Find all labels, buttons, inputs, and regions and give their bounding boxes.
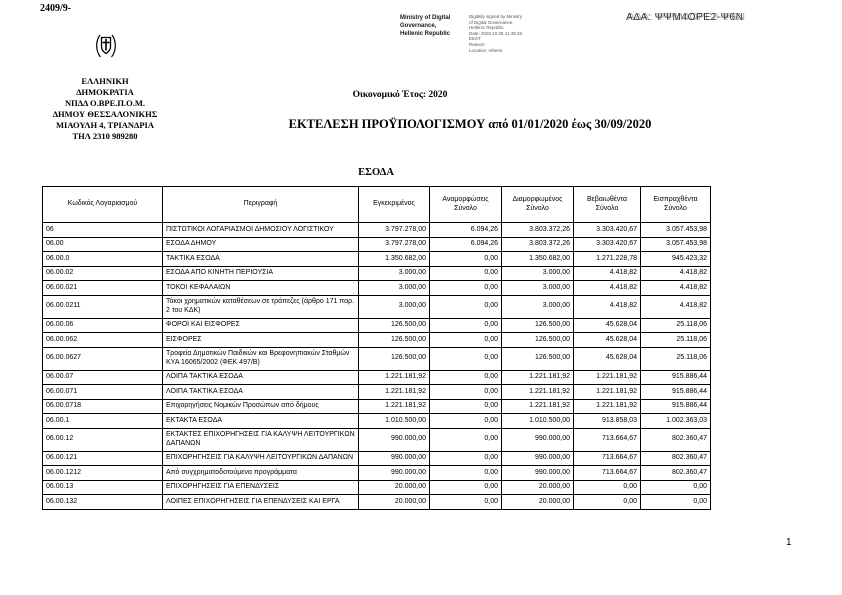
cell-approved: 3.000,00 — [359, 266, 430, 281]
cell-account-code: 06.00.06 — [43, 318, 163, 333]
signature-details — [469, 14, 547, 53]
column-header-description: Περιγραφή — [163, 187, 359, 223]
budget-table-header — [43, 187, 711, 223]
table-row — [43, 333, 711, 348]
cell-account-code: 06.00.021 — [43, 281, 163, 296]
cell-amendments: 0,00 — [430, 480, 502, 495]
cell-description: ΛΟΙΠΑ ΤΑΚΤΙΚΑ ΕΣΟΔΑ — [163, 385, 359, 400]
cell-certified: 713.664,67 — [574, 428, 641, 451]
table-row — [43, 295, 711, 318]
cell-certified: 0,00 — [574, 480, 641, 495]
cell-account-code: 06.00.02 — [43, 266, 163, 281]
cell-amendments: 0,00 — [430, 318, 502, 333]
column-header-approved: Εγκεκριμένος — [359, 187, 430, 223]
column-header-certified: Βεβαιωθέντα Σύνολο — [574, 187, 641, 223]
signature-ministry-line: Ministry of Digital — [400, 15, 451, 21]
cell-approved: 1.350.682,00 — [359, 252, 430, 267]
cell-approved: 126.500,00 — [359, 318, 430, 333]
ada-code: ΑΔΑ: ΨΨΜ4ΟΡΕ2-Ψ6Ν — [626, 12, 744, 23]
cell-formed: 3.803.372,26 — [502, 223, 574, 238]
budget-execution-table — [42, 186, 711, 510]
signature-detail-line: EEST — [469, 36, 481, 42]
cell-certified: 1.221.181,92 — [574, 385, 641, 400]
cell-certified: 45.628,04 — [574, 347, 641, 370]
signature-detail-line: Reason: — [469, 41, 486, 47]
cell-description: ΤΟΚΟΙ ΚΕΦΑΛΑΙΩΝ — [163, 281, 359, 296]
cell-amendments: 0,00 — [430, 428, 502, 451]
table-row — [43, 281, 711, 296]
cell-account-code: 06 — [43, 223, 163, 238]
table-row — [43, 428, 711, 451]
cell-formed: 1.350.682,00 — [502, 252, 574, 267]
signature-detail-line: Hellenic Republic — [469, 25, 504, 31]
cell-collected: 915.886,44 — [641, 399, 711, 414]
cell-account-code: 06.00.0718 — [43, 399, 163, 414]
cell-description: ΕΣΟΔΑ ΔΗΜΟΥ — [163, 237, 359, 252]
cell-formed: 1.010.500,00 — [502, 414, 574, 429]
cell-collected: 25.118,06 — [641, 347, 711, 370]
table-row — [43, 385, 711, 400]
cell-description: ΕΠΙΧΟΡΗΓΗΣΕΙΣ ΓΙΑ ΕΠΕΝΔΥΣΕΙΣ — [163, 480, 359, 495]
cell-approved: 3.000,00 — [359, 295, 430, 318]
cell-collected: 3.057.453,98 — [641, 223, 711, 238]
table-row — [43, 399, 711, 414]
cell-certified: 4.418,82 — [574, 266, 641, 281]
page-number: 1 — [786, 537, 792, 548]
cell-certified: 4.418,82 — [574, 295, 641, 318]
cell-account-code: 06.00.132 — [43, 495, 163, 510]
signature-ministry-line: Hellenic Republic — [400, 31, 451, 37]
cell-description: ΕΙΣΦΟΡΕΣ — [163, 333, 359, 348]
cell-description: Τόκοι χρηματικών καταθέσεων σε τράπεζες (άρθρο 171 παρ. 2 του ΚΔΚ) — [163, 295, 359, 318]
cell-approved: 1.221.181,92 — [359, 399, 430, 414]
signature-detail-line: Digitally signed by Ministry — [469, 14, 523, 19]
cell-account-code: 06.00.121 — [43, 451, 163, 466]
cell-account-code: 06.00.062 — [43, 333, 163, 348]
table-row — [43, 347, 711, 370]
cell-approved: 990.000,00 — [359, 451, 430, 466]
signature-ministry — [400, 14, 464, 53]
cell-account-code: 06.00.12 — [43, 428, 163, 451]
cell-certified: 4.418,82 — [574, 281, 641, 296]
cell-formed: 126.500,00 — [502, 347, 574, 370]
cell-approved: 990.000,00 — [359, 428, 430, 451]
cell-amendments: 0,00 — [430, 466, 502, 481]
cell-description: ΛΟΙΠΕΣ ΕΠΙΧΟΡΗΓΗΣΕΙΣ ΓΙΑ ΕΠΕΝΔΥΣΕΙΣ ΚΑΙ ΕΡΓΑ — [163, 495, 359, 510]
cell-formed: 1.221.181,92 — [502, 370, 574, 385]
cell-formed: 3.000,00 — [502, 295, 574, 318]
cell-formed: 3.000,00 — [502, 281, 574, 296]
cell-amendments: 0,00 — [430, 252, 502, 267]
cell-account-code: 06.00.1 — [43, 414, 163, 429]
cell-approved: 1.010.500,00 — [359, 414, 430, 429]
cell-description: Επιχορηγήσεις Νομικών Προσώπων από δήμους — [163, 399, 359, 414]
table-row — [43, 370, 711, 385]
cell-formed: 3.803.372,26 — [502, 237, 574, 252]
table-row — [43, 495, 711, 510]
org-line: ΔΗΜΟΚΡΑΤΙΑ — [76, 87, 134, 97]
org-line: ΤΗΛ 2310 989280 — [72, 131, 138, 141]
cell-account-code: 06.00.0627 — [43, 347, 163, 370]
signature-ministry-line: Governance, — [400, 23, 437, 29]
cell-collected: 25.118,06 — [641, 333, 711, 348]
cell-collected: 1.002.363,03 — [641, 414, 711, 429]
table-row — [43, 237, 711, 252]
cell-amendments: 0,00 — [430, 347, 502, 370]
cell-certified: 1.271.228,78 — [574, 252, 641, 267]
org-line: ΔΗΜΟΥ ΘΕΣΣΑΛΟΝΙΚΗΣ — [52, 109, 158, 119]
cell-description: ΦΟΡΟΙ ΚΑΙ ΕΙΣΦΟΡΕΣ — [163, 318, 359, 333]
org-line: ΝΠΔΔ Ο.ΒΡΕ.Π.Ο.Μ. — [64, 98, 146, 108]
cell-account-code: 06.00.0 — [43, 252, 163, 267]
cell-amendments: 0,00 — [430, 414, 502, 429]
cell-collected: 0,00 — [641, 480, 711, 495]
table-row — [43, 414, 711, 429]
cell-formed: 1.221.181,92 — [502, 399, 574, 414]
table-row — [43, 480, 711, 495]
cell-approved: 20.000,00 — [359, 495, 430, 510]
signature-detail-line: Date: 2020.10.05 11:48:33 — [469, 30, 522, 36]
protocol-number-stamp: 2409/9- — [40, 3, 72, 14]
section-title-revenues: ΕΣΟΔΑ — [358, 167, 394, 178]
cell-formed: 3.000,00 — [502, 266, 574, 281]
cell-formed: 990.000,00 — [502, 466, 574, 481]
cell-account-code: 06.00.0211 — [43, 295, 163, 318]
cell-amendments: 0,00 — [430, 399, 502, 414]
cell-collected: 0,00 — [641, 495, 711, 510]
table-row — [43, 266, 711, 281]
cell-formed: 20.000,00 — [502, 495, 574, 510]
cell-collected: 945.423,32 — [641, 252, 711, 267]
cell-approved: 126.500,00 — [359, 347, 430, 370]
table-row — [43, 466, 711, 481]
document-title: ΕΚΤΕΛΕΣΗ ΠΡΟΫΠΟΛΟΓΙΣΜΟΥ από 01/01/2020 έως 30/09/2020 — [288, 117, 652, 131]
cell-amendments: 6.094,26 — [430, 237, 502, 252]
cell-approved: 3.797.278,00 — [359, 223, 430, 238]
column-header-collected: Εισπραχθέντα Σύνολο — [641, 187, 711, 223]
cell-certified: 713.664,67 — [574, 466, 641, 481]
cell-collected: 802.360,47 — [641, 428, 711, 451]
cell-certified: 1.221.181,92 — [574, 370, 641, 385]
cell-account-code: 06.00 — [43, 237, 163, 252]
cell-amendments: 0,00 — [430, 495, 502, 510]
table-row — [43, 223, 711, 238]
cell-approved: 990.000,00 — [359, 466, 430, 481]
table-row — [43, 318, 711, 333]
cell-amendments: 0,00 — [430, 266, 502, 281]
cell-formed: 1.221.181,92 — [502, 385, 574, 400]
signature-detail-line: of Digital Governance, — [469, 19, 514, 25]
cell-account-code: 06.00.071 — [43, 385, 163, 400]
cell-collected: 802.360,47 — [641, 466, 711, 481]
column-header-amendments: Αναμορφώσεις Σύνολο — [430, 187, 502, 223]
cell-description: ΕΠΙΧΟΡΗΓΗΣΕΙΣ ΓΙΑ ΚΑΛΥΨΗ ΛΕΙΤΟΥΡΓΙΚΩΝ ΔΑΠΑΝΩΝ — [163, 451, 359, 466]
cell-account-code: 06.00.07 — [43, 370, 163, 385]
cell-amendments: 0,00 — [430, 295, 502, 318]
cell-approved: 20.000,00 — [359, 480, 430, 495]
cell-collected: 4.418,82 — [641, 281, 711, 296]
cell-approved: 1.221.181,92 — [359, 385, 430, 400]
cell-collected: 915.886,44 — [641, 370, 711, 385]
column-header-account-code: Κωδικός Λογαριασμού — [43, 187, 163, 223]
cell-description: ΤΑΚΤΙΚΑ ΕΣΟΔΑ — [163, 252, 359, 267]
table-row — [43, 252, 711, 267]
cell-amendments: 0,00 — [430, 385, 502, 400]
cell-collected: 915.886,44 — [641, 385, 711, 400]
cell-amendments: 6.094,26 — [430, 223, 502, 238]
cell-certified: 1.221.181,92 — [574, 399, 641, 414]
budget-table-body — [43, 223, 711, 510]
cell-formed: 990.000,00 — [502, 428, 574, 451]
cell-collected: 25.118,06 — [641, 318, 711, 333]
cell-certified: 3.303.420,67 — [574, 237, 641, 252]
cell-collected: 4.418,82 — [641, 295, 711, 318]
organization-block — [25, 76, 185, 142]
cell-amendments: 0,00 — [430, 281, 502, 296]
cell-description: ΕΚΤΑΚΤΕΣ ΕΠΙΧΟΡΗΓΗΣΕΙΣ ΓΙΑ ΚΑΛΥΨΗ ΛΕΙΤΟΥΡΓΙΚΩΝ ΔΑΠΑΝΩΝ — [163, 428, 359, 451]
cell-certified: 3.303.420,67 — [574, 223, 641, 238]
cell-amendments: 0,00 — [430, 451, 502, 466]
cell-formed: 126.500,00 — [502, 333, 574, 348]
cell-description: Τροφεία Δημοτικών Παιδικών και Βρεφονηπιακών Σταθμών ΚΥΑ 16065/2002 (ΦΕΚ 497/Β) — [163, 347, 359, 370]
org-line: ΕΛΛΗΝΙΚΗ — [81, 76, 129, 86]
cell-description: Από συγχρηματοδοτούμενα προγράμματα — [163, 466, 359, 481]
cell-approved: 126.500,00 — [359, 333, 430, 348]
cell-formed: 20.000,00 — [502, 480, 574, 495]
cell-approved: 3.797.278,00 — [359, 237, 430, 252]
cell-certified: 913.858,03 — [574, 414, 641, 429]
cell-approved: 3.000,00 — [359, 281, 430, 296]
cell-certified: 45.628,04 — [574, 318, 641, 333]
digital-signature-block — [400, 14, 547, 53]
table-row — [43, 451, 711, 466]
header-row — [43, 187, 711, 223]
column-header-formed: Διαμορφωμένος Σύνολο — [502, 187, 574, 223]
cell-approved: 1.221.181,92 — [359, 370, 430, 385]
cell-formed: 990.000,00 — [502, 451, 574, 466]
fiscal-year-label: Οικονομικό Έτος: 2020 — [352, 90, 448, 100]
cell-description: ΠΙΣΤΩΤΙΚΟΙ ΛΟΓΑΡΙΑΣΜΟΙ ΔΗΜΟΣΙΟΥ ΛΟΓΙΣΤΙΚΟΥ — [163, 223, 359, 238]
cell-collected: 802.360,47 — [641, 451, 711, 466]
hellenic-republic-emblem-icon — [94, 33, 118, 59]
cell-account-code: 06.00.1212 — [43, 466, 163, 481]
cell-certified: 713.664,67 — [574, 451, 641, 466]
signature-detail-line: Location: Athens — [469, 47, 503, 53]
cell-collected: 4.418,82 — [641, 266, 711, 281]
cell-certified: 45.628,04 — [574, 333, 641, 348]
cell-account-code: 06.00.13 — [43, 480, 163, 495]
cell-formed: 126.500,00 — [502, 318, 574, 333]
cell-description: ΕΚΤΑΚΤΑ ΕΣΟΔΑ — [163, 414, 359, 429]
cell-description: ΕΣΟΔΑ ΑΠΟ ΚΙΝΗΤΗ ΠΕΡΙΟΥΣΙΑ — [163, 266, 359, 281]
cell-collected: 3.057.453,98 — [641, 237, 711, 252]
org-line: ΜΙΑΟΥΛΗ 4, ΤΡΙΑΝΔΡΙΑ — [56, 120, 154, 130]
cell-amendments: 0,00 — [430, 370, 502, 385]
cell-certified: 0,00 — [574, 495, 641, 510]
cell-description: ΛΟΙΠΑ ΤΑΚΤΙΚΑ ΕΣΟΔΑ — [163, 370, 359, 385]
cell-amendments: 0,00 — [430, 333, 502, 348]
